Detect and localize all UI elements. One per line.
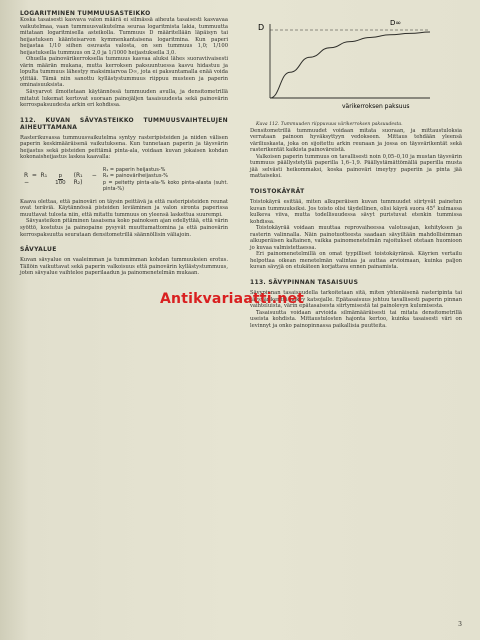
paragraph: Kuvan sävyalue on vaaleimman ja tummimman kohdan tummuuksien erotus. Tällöin vaikuttavat sekä paperin valkoisuus että painovärin kyllästystummuus, joten sävyalue vaihtelee paperilaadun ja painomenetelmän mukaan. xyxy=(20,257,228,277)
reflection-formula xyxy=(24,167,228,193)
legend-line: R₁ = paperin heijastus-% xyxy=(102,166,166,173)
paragraph: Koska tasaisesti kasvava valon määrä ei silmässä aiheuta tasaisesti kasvavaa vaikutelmaa, vaan tummuusvaikutelma seuraa logaritmista lakia, tummuutta mitataan logaritmisella asteikolla. Tummuus D määritellään läpäisyn tai heijastuksen käänteisarvon kymmenkantaisena logaritmina. Kun paperi heijastaa 1/10 siihen osuvasta valosta, on sen tummuus 1,0; 1/100 heijastuksella tummuus on 2,0 ja 1/1000 heijastuksella 3,0. xyxy=(20,17,228,56)
figure-caption: Kuva 112. Tummuuden riippuvuus värikerroksen paksuudesta. xyxy=(256,122,403,127)
formula-legend xyxy=(103,167,228,193)
formula-denominator: 100 xyxy=(55,180,66,187)
paragraph: Rasterikuvassa tummuusvaikutelma syntyy rasteripisteiden ja niiden välisen paperin keskimääräisenä vaikutuksena. Kun tunnetaan paperin ja täysvärin heijastus sekä pisteiden peittämä pinta-ala, voidaan kuvan jokaisen kohdan kokonaisheijastus laskea kaavalla: xyxy=(20,134,228,161)
paragraph: Sävyasteikon pitäminen tasaisena koko painoksen ajan edellyttää, että värin syöttö, kostutus ja painopaine pysyvät muuttumattomina ja että painovärin kerrospaksuutta seurataan densitometrillä säännöllisin väliajoin. xyxy=(20,218,228,238)
legend-line: p = peitetty pinta-ala-% koko pinta-alasta (suht. pinta-%) xyxy=(102,179,228,193)
section-heading-112: 112. KUVAN SÄVYASTEIKKO TUMMUUSVAIHTELUJEN AIHEUTTAMANA xyxy=(20,116,228,131)
paragraph: Kaava olettaa, että painoväri on täysin peittävä ja että rasteripisteiden reunat ovat teräviä. Käytännössä pisteiden leviäminen ja valon sironta paperissa muuttavat tulosta niin, että mitattu tummuus on yleensä laskettua suurempi. xyxy=(20,198,228,218)
section-heading-savyalue: SÄVYALUE xyxy=(20,246,57,254)
paragraph: Valkoisen paperin tummuus on tavallisesti noin 0,05–0,10 ja mustan täysvärin tummuus päällystetyllä paperilla 1,6–1,9. Päällystämättömällä paperilla musta jää selvästi heikommaksi, koska painoväri imeytyy paperiin ja pinta jää mattaiseksi. xyxy=(250,153,462,180)
section-heading-toistokayrat: TOISTOKÄYRÄT xyxy=(250,187,305,195)
formula-fraction xyxy=(55,173,66,187)
paragraph: Densitometrillä tummuudet voidaan mitata suoraan, ja mittaustuloksia verrataan painoon hyväksyttyyn vedokseen. Mittaus tehdään yleensä väriliuskasta, joka on sijoitettu arkin reunaan ja jossa on täysvärikentät sekä rasterikentät kaikista painoväreistä. xyxy=(250,127,462,154)
page-number: 3 xyxy=(458,621,462,628)
right-column xyxy=(250,10,462,329)
saturation-label: D∞ xyxy=(390,19,402,27)
y-axis-label: D xyxy=(258,23,265,32)
left-column xyxy=(20,10,228,277)
paragraph: Sävypinnan tasaisuudella tarkoitetaan sitä, miten yhtenäisenä rasteripinta tai täysvärikenttä näkyy katsojalle. Epätasaisuus johtuu tavallisesti paperin pinnan vaihteluista, värin epätasaisesta siirtymisestä tai painolevyn kulumisesta. xyxy=(250,289,462,310)
density-curve xyxy=(270,32,430,98)
formula-rhs: (R₁ − R₂) xyxy=(73,172,97,186)
section-heading-113: 113. SÄVYPINNAN TASAISUUS xyxy=(250,278,359,286)
formula-numerator: p xyxy=(58,172,63,179)
paragraph: Tasaisuutta voidaan arvioida silmämääräisesti tai mitata densitometrillä useista kohdista. Mittaustulosten hajonta kertoo, kuinka tasaisesti väri on levinnyt ja onko painopinnassa paikallisia puutteita. xyxy=(250,309,462,329)
paragraph: Toistokäyrää voidaan muuttaa reprovaiheessa valotusajan, kehityksen ja rasterin valinnalla. Näin painotuotteesta saadaan sävyiltään mahdollisimman alkuperäisen kaltainen, vaikka painomenetelmän rajoitukset otetaan huomioon jo kuvaa valmistettaessa. xyxy=(250,225,462,251)
paragraph: Sävyarvot ilmoitetaan käytännössä tummuuden avulla, ja densitometrillä mitatut lukemat kertovat suoraan painojäljen tasaisuudesta sekä painovärin kerrospaksuudesta arkin eri kohdissa. xyxy=(20,89,228,109)
watermark: Antikvariaatti.net xyxy=(160,291,305,307)
density-chart xyxy=(250,10,462,122)
x-axis-label: värikerroksen paksuus xyxy=(342,103,410,110)
paragraph: Toistokäyrä esittää, miten alkuperäisen kuvan tummuudet siirtyvät painetun kuvan tummuuksiksi. Jos toisto olisi täydellinen, olisi käyrä suora 45° kulmassa kulkeva viiva, mutta todellisuudessa sävyt puristuvat etenkin tummissa kohdissa. xyxy=(250,198,462,225)
density-figure xyxy=(250,10,462,122)
formula-lhs: R = R₁ − xyxy=(24,172,48,186)
paragraph: Ohuella painovärikerroksella tummuus kasvaa aluksi lähes suoraviivaisesti värin määrän mukana, mutta kerroksen paksuuntuessa kasvu hidastuu ja lopulta tummuus lähestyy maksimiarvoa D∞, jota ei paksuntamalla enää voida ylittää. Tämä niin sanottu kyllästystummuus riippuu musteen ja paperin ominaisuuksista. xyxy=(20,56,228,89)
legend-line: R₂ = painoväriheijastus-% xyxy=(102,173,168,180)
paragraph: Eri painomenetelmillä on omat tyypilliset toistokäyränsä. Käyrien vertailu helpottaa oikean menetelmän valintaa ja auttaa arvioimaan, kuinka paljon kuvan sävyjä on etukäteen korjattava ennen painamista. xyxy=(250,251,462,271)
section-heading-logarithmic: LOGARITMINEN TUMMUUSASTEIKKO xyxy=(20,10,151,17)
